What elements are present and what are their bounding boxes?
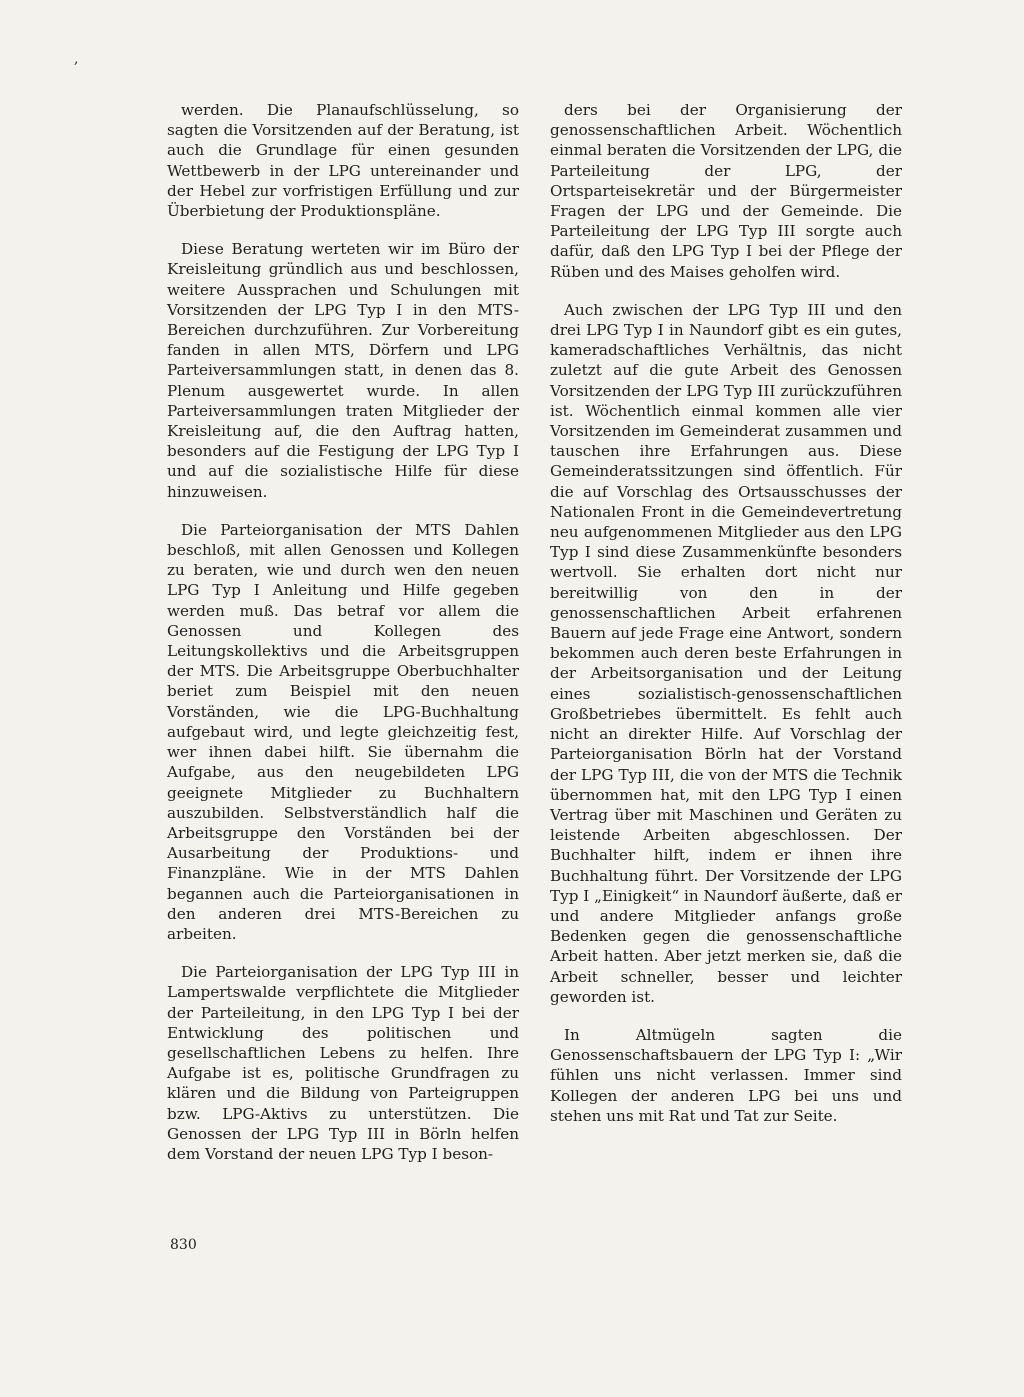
page-number: 830 <box>170 1237 197 1253</box>
ink-speck-mark: , <box>74 51 79 67</box>
paragraph: werden. Die Planaufschlüsselung, so sagten die Vorsitzenden auf der Beratung, ist auch die Grundlage für einen gesunden Wettbewerb in der LPG untereinander und der Hebel zur vorfristigen Erfüllung und zur Überbietung der Produktionspläne. <box>167 101 519 221</box>
paragraph: Die Parteiorganisation der MTS Dahlen beschloß, mit allen Genossen und Kollegen zu beraten, wie und durch wen den neuen LPG Typ I Anleitung und Hilfe gegeben werden muß. Das betraf vor allem die Genossen und Kollegen des Leitungskollektivs und die Arbeitsgruppen der MTS. Die Arbeitsgruppe Oberbuchhalter beriet zum Beispiel mit den neuen Vorständen, wie die LPG-Buchhaltung aufgebaut wird, und legte gleichzeitig fest, wer ihnen dabei hilft. Sie übernahm die Aufgabe, aus den neugebildeten LPG geeignete Mitglieder zu Buchhaltern auszubilden. Selbstverständlich half die Arbeitsgruppe den Vorständen bei der Ausarbeitung der Produktions- und Finanzpläne. Wie in der MTS Dahlen begannen auch die Parteiorganisationen in den anderen drei MTS-Bereichen zu arbeiten. <box>167 520 519 943</box>
paragraph: Auch zwischen der LPG Typ III und den drei LPG Typ I in Naundorf gibt es ein gutes, kameradschaftliches Verhältnis, das nicht zuletzt auf die gute Arbeit des Genossen Vorsitzenden der LPG Typ III zurückzuführen ist. Wöchentlich einmal kommen alle vier Vorsitzenden im Gemeinderat zusammen und tauschen ihre Erfahrungen aus. Diese Gemeinderatssitzungen sind öffentlich. Für die auf Vorschlag des Ortsausschusses der Nationalen Front in die Gemeindevertretung neu aufgenommenen Mitglieder aus den LPG Typ I sind diese Zusammenkünfte besonders wertvoll. Sie erhalten dort nicht nur bereitwillig von den in der genossenschaftlichen Arbeit erfahrenen Bauern auf jede Frage eine Antwort, sondern bekommen auch deren beste Erfahrungen in der Arbeitsorganisation und der Leitung eines sozialistisch-genossenschaftlichen Großbetriebes übermittelt. Es fehlt auch nicht an direkter Hilfe. Auf Vorschlag der Parteiorganisation Börln hat der Vorstand der LPG Typ III, die von der MTS die Technik übernommen hat, mit den LPG Typ I einen Vertrag über mit Maschinen und Geräten zu leistende Arbeiten abgeschlossen. Der Buchhalter hilft, indem er ihnen ihre Buchhaltung führt. Der Vorsitzende der LPG Typ I „Einigkeit“ in Naundorf äußerte, daß er und andere Mitglieder anfangs große Bedenken gegen die genossenschaftliche Arbeit hatten. Aber jetzt merken sie, daß die Arbeit schneller, besser und leichter geworden ist. <box>550 300 902 1006</box>
right-column <box>550 100 902 1126</box>
left-column <box>167 100 519 1164</box>
paragraph: In Altmügeln sagten die Genossenschaftsbauern der LPG Typ I: „Wir fühlen uns nicht verlassen. Immer sind Kollegen der anderen LPG bei uns und stehen uns mit Rat und Tat zur Seite. <box>550 1025 902 1125</box>
paragraph: Diese Beratung werteten wir im Büro der Kreisleitung gründlich aus und beschlossen, weitere Aussprachen und Schulungen mit Vorsitzenden der LPG Typ I in den MTS-Bereichen durchzuführen. Zur Vorbereitung fanden in allen MTS, Dörfern und LPG Parteiversammlungen statt, in denen das 8. Plenum ausgewertet wurde. In allen Parteiversammlungen traten Mitglieder der Kreisleitung auf, die den Auftrag hatten, besonders auf die Festigung der LPG Typ I und auf die sozialistische Hilfe für diese hinzuweisen. <box>167 240 519 501</box>
paragraph: ders bei der Organisierung der genossenschaftlichen Arbeit. Wöchentlich einmal beraten die Vorsitzenden der LPG, die Parteileitung der LPG, der Ortsparteisekretär und der Bürgermeister Fragen der LPG und der Gemeinde. Die Parteileitung der LPG Typ III sorgte auch dafür, daß den LPG Typ I bei der Pflege der Rüben und des Maises geholfen wird. <box>550 101 902 281</box>
paragraph: Die Parteiorganisation der LPG Typ III in Lampertswalde verpflichtete die Mitglieder der Parteileitung, in den LPG Typ I bei der Entwicklung des politischen und gesellschaftlichen Lebens zu helfen. Ihre Aufgabe ist es, politische Grundfragen zu klären und die Bildung von Parteigruppen bzw. LPG-Aktivs zu unterstützen. Die Genossen der LPG Typ III in Börln helfen dem Vorstand der neuen LPG Typ I beson- <box>167 963 519 1163</box>
